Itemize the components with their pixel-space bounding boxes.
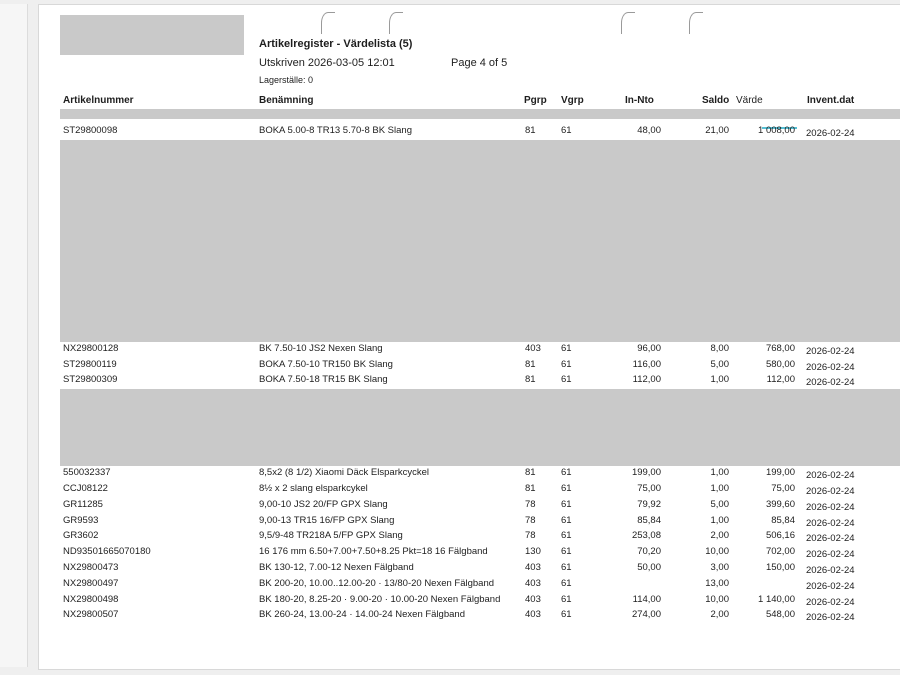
cell-saldo: 8,00: [710, 343, 729, 354]
cell-vgrp: 61: [561, 594, 572, 605]
cell-invent-dat: 2026-02-24: [806, 362, 855, 373]
cell-in-nto: 70,20: [637, 546, 661, 557]
cell-invent-dat: 2026-02-24: [806, 549, 855, 560]
cell-vgrp: 61: [561, 359, 572, 370]
cell-benamning: BOKA 7.50-10 TR150 BK Slang: [259, 359, 393, 370]
cell-vgrp: 61: [561, 578, 572, 589]
cell-saldo: 5,00: [710, 499, 729, 510]
cell-benamning: 16 176 mm 6.50+7.00+7.50+8.25 Pkt=18 16 Fälgband: [259, 546, 488, 557]
cell-in-nto: 112,00: [632, 374, 661, 385]
cell-pgrp: 78: [525, 499, 536, 510]
cell-artikelnummer: 550032337: [63, 467, 111, 478]
cell-vgrp: 61: [561, 515, 572, 526]
report-title: Artikelregister - Värdelista (5): [259, 38, 413, 50]
cell-varde: 75,00: [771, 483, 795, 494]
redacted-band: [60, 109, 900, 119]
cell-benamning: 9,00-10 JS2 20/FP GPX Slang: [259, 499, 388, 510]
cell-pgrp: 403: [525, 562, 541, 573]
cell-invent-dat: 2026-02-24: [806, 612, 855, 623]
stock-location: Lagerställe: 0: [259, 75, 314, 85]
column-header-vgrp: Vgrp: [561, 95, 584, 106]
cell-in-nto: 79,92: [637, 499, 661, 510]
cell-varde: 1 008,00: [758, 125, 795, 136]
cell-saldo: 2,00: [710, 530, 729, 541]
cell-varde: 506,16: [765, 530, 795, 541]
column-header-varde: Värde: [736, 95, 763, 106]
cell-invent-dat: 2026-02-24: [806, 565, 855, 576]
binder-hole-mark: [689, 12, 703, 34]
table-row: [39, 594, 900, 609]
table-row: [39, 546, 900, 561]
cell-pgrp: 403: [525, 609, 541, 620]
cell-saldo: 13,00: [705, 578, 729, 589]
cell-artikelnummer: ND93501665070180: [63, 546, 151, 557]
cell-vgrp: 61: [561, 562, 572, 573]
cell-saldo: 21,00: [705, 125, 729, 136]
cell-varde: 150,00: [765, 562, 795, 573]
cell-varde: 112,00: [766, 374, 795, 385]
column-header-invent-dat: Invent.dat: [807, 95, 855, 106]
cell-varde: 702,00: [765, 546, 795, 557]
table-row: [39, 609, 900, 624]
cell-benamning: BK 200-20, 10.00..12.00-20 · 13/80-20 Nexen Fälgband: [259, 578, 495, 589]
cell-pgrp: 81: [525, 374, 536, 385]
cell-benamning: BOKA 5.00-8 TR13 5.70-8 BK Slang: [259, 125, 412, 136]
redacted-logo: [60, 15, 244, 55]
cell-saldo: 1,00: [710, 374, 729, 385]
cell-vgrp: 61: [561, 374, 572, 385]
cell-vgrp: 61: [561, 499, 572, 510]
cell-artikelnummer: NX29800497: [63, 578, 119, 589]
cell-pgrp: 81: [525, 125, 536, 136]
cell-varde: 399,60: [765, 499, 795, 510]
cell-saldo: 2,00: [710, 609, 729, 620]
cell-benamning: BK 130-12, 7.00-12 Nexen Fälgband: [259, 562, 414, 573]
cell-in-nto: 85,84: [637, 515, 661, 526]
table-row: [39, 562, 900, 577]
cell-artikelnummer: ST29800119: [63, 359, 117, 370]
cell-varde: 580,00: [765, 359, 795, 370]
page-number: Page 4 of 5: [451, 57, 508, 69]
cell-invent-dat: 2026-02-24: [806, 533, 855, 544]
cell-vgrp: 61: [561, 546, 572, 557]
cell-varde: 1 140,00: [758, 594, 795, 605]
cell-invent-dat: 2026-02-24: [806, 486, 855, 497]
column-header-in-nto: In-Nto: [625, 95, 654, 106]
binder-hole-mark: [621, 12, 635, 34]
cell-varde: 85,84: [771, 515, 795, 526]
cell-invent-dat: 2026-02-24: [806, 346, 855, 357]
cell-in-nto: 274,00: [631, 609, 661, 620]
cell-vgrp: 61: [561, 467, 572, 478]
cell-saldo: 10,00: [705, 594, 729, 605]
table-row: [39, 578, 900, 593]
cell-varde: 548,00: [765, 609, 795, 620]
binder-hole-mark: [389, 12, 403, 34]
cell-invent-dat: 2026-02-24: [806, 128, 855, 139]
redacted-band: [60, 389, 900, 466]
cell-invent-dat: 2026-02-24: [806, 470, 855, 481]
table-row: [39, 359, 900, 374]
cell-vgrp: 61: [561, 609, 572, 620]
cell-benamning: 9,00-13 TR15 16/FP GPX Slang: [259, 515, 395, 526]
cell-saldo: 1,00: [710, 515, 729, 526]
cell-benamning: 9,5/9-48 TR218A 5/FP GPX Slang: [259, 530, 403, 541]
cell-in-nto: 75,00: [637, 483, 661, 494]
cell-benamning: BK 7.50-10 JS2 Nexen Slang: [259, 343, 383, 354]
cell-vgrp: 61: [561, 343, 572, 354]
cell-artikelnummer: ST29800098: [63, 125, 118, 136]
table-row: [39, 467, 900, 482]
cell-pgrp: 130: [525, 546, 541, 557]
cell-saldo: 5,00: [710, 359, 729, 370]
cell-in-nto: 48,00: [637, 125, 661, 136]
cell-invent-dat: 2026-02-24: [806, 502, 855, 513]
column-header-benamning: Benämning: [259, 95, 314, 106]
cell-pgrp: 81: [525, 483, 536, 494]
column-header-artikelnummer: Artikelnummer: [63, 95, 134, 106]
column-header-saldo: Saldo: [702, 95, 730, 106]
cell-artikelnummer: GR3602: [63, 530, 99, 541]
cell-invent-dat: 2026-02-24: [806, 597, 855, 608]
cell-vgrp: 61: [561, 483, 572, 494]
cell-artikelnummer: NX29800473: [63, 562, 119, 573]
redacted-band: [60, 140, 900, 342]
printed-timestamp: Utskriven 2026-03-05 12:01: [259, 57, 395, 69]
cell-pgrp: 81: [525, 467, 536, 478]
cell-artikelnummer: CCJ08122: [63, 483, 108, 494]
cell-varde: 768,00: [765, 343, 795, 354]
cell-vgrp: 61: [561, 530, 572, 541]
cell-benamning: BK 260-24, 13.00-24 · 14.00-24 Nexen Fälgband: [259, 609, 465, 620]
cell-in-nto: 253,08: [631, 530, 661, 541]
cell-artikelnummer: GR9593: [63, 515, 99, 526]
table-row: [39, 515, 900, 530]
table-row: [39, 483, 900, 498]
table-row: [39, 125, 900, 140]
cell-pgrp: 78: [525, 530, 536, 541]
cell-invent-dat: 2026-02-24: [806, 581, 855, 592]
cell-saldo: 3,00: [710, 562, 729, 573]
cell-vgrp: 61: [561, 125, 572, 136]
cell-artikelnummer: ST29800309: [63, 374, 118, 385]
cell-in-nto: 50,00: [637, 562, 661, 573]
cell-in-nto: 114,00: [632, 594, 661, 605]
cell-benamning: 8,5x2 (8 1/2) Xiaomi Däck Elsparkcyckel: [259, 467, 430, 478]
cell-pgrp: 81: [525, 359, 536, 370]
cell-pgrp: 403: [525, 594, 541, 605]
left-panel: [0, 4, 28, 667]
table-row: [39, 499, 900, 514]
binder-hole-mark: [321, 12, 335, 34]
cell-benamning: BOKA 7.50-18 TR15 BK Slang: [259, 374, 388, 385]
table-row: [39, 530, 900, 545]
cell-in-nto: 96,00: [637, 343, 661, 354]
cell-saldo: 1,00: [710, 467, 729, 478]
document-page: [38, 4, 900, 670]
cell-artikelnummer: NX29800498: [63, 594, 119, 605]
cell-artikelnummer: GR11285: [63, 499, 103, 510]
table-row: [39, 343, 900, 358]
cell-saldo: 10,00: [705, 546, 729, 557]
column-header-pgrp: Pgrp: [524, 95, 547, 106]
cell-artikelnummer: NX29800128: [63, 343, 119, 354]
cell-pgrp: 78: [525, 515, 536, 526]
cell-benamning: BK 180-20, 8.25-20 · 9.00-20 · 10.00-20 Nexen Fälgband: [259, 594, 501, 605]
cell-pgrp: 403: [525, 578, 541, 589]
cell-in-nto: 116,00: [632, 359, 661, 370]
cell-invent-dat: 2026-02-24: [806, 377, 855, 388]
cell-artikelnummer: NX29800507: [63, 609, 119, 620]
cell-benamning: 8½ x 2 slang elsparkcykel: [259, 483, 368, 494]
table-row: [39, 374, 900, 389]
cell-invent-dat: 2026-02-24: [806, 518, 855, 529]
cell-in-nto: 199,00: [631, 467, 661, 478]
cell-saldo: 1,00: [710, 483, 729, 494]
cell-pgrp: 403: [525, 343, 541, 354]
cell-varde: 199,00: [765, 467, 795, 478]
